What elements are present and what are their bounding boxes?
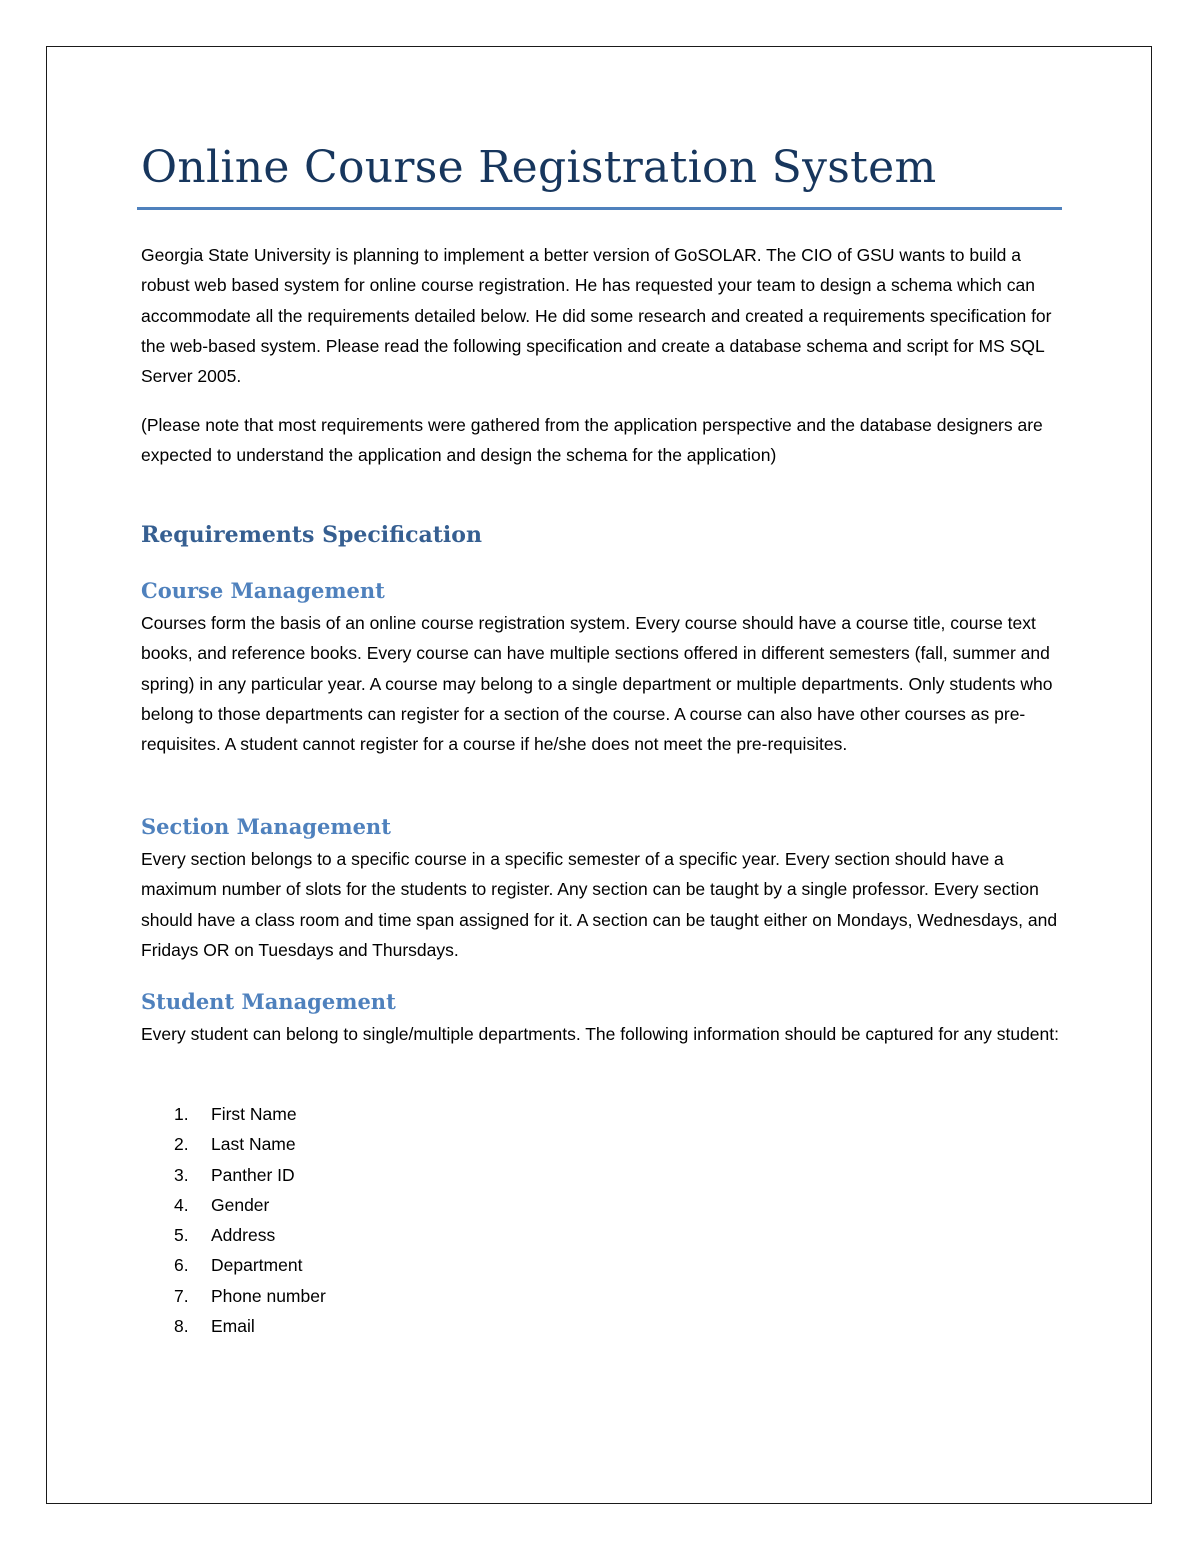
list-label: Panther ID [211, 1164, 295, 1185]
list-number: 5. [174, 1225, 189, 1246]
list-label: Department [211, 1255, 303, 1276]
list-number: 7. [174, 1285, 189, 1306]
list-number: 6. [174, 1255, 189, 1276]
list-label: Address [211, 1225, 276, 1246]
list-number: 3. [174, 1164, 189, 1185]
list-item [141, 1190, 326, 1220]
list-number: 4. [174, 1194, 189, 1215]
course-management-heading: Course Management [141, 578, 385, 603]
note-paragraph: (Please note that most requirements were gathered from the application perspective and the database designers are expected to understand the application and design the schema for the application) [141, 415, 1043, 466]
course-management-text: Courses form the basis of an online course registration system. Every course should have a course title, course text books, and reference books. Every course can have multiple sections offered in different semesters (fall, summer and spring) in any particular year. A course may belong to a single department or multiple departments. Only students who belong to those departments can register for a section of the course. A course can also have other courses as pre-requisites. A student cannot register for a course if he/she does not meet the pre-requisites. [141, 613, 1053, 755]
list-item [141, 1220, 326, 1250]
document-title: Online Course Registration System [141, 142, 937, 193]
list-item [141, 1250, 326, 1280]
list-label: Gender [211, 1194, 270, 1215]
section-management-heading: Section Management [141, 814, 391, 839]
list-label: Phone number [211, 1285, 326, 1306]
list-label: Email [211, 1316, 255, 1337]
section-management-text: Every section belongs to a specific course in a specific semester of a specific year. Every section should have a maximum number of slots for the students to register. Any section can be taught by a single professor. Every section should have a class room and time span assigned for it. A section can be taught either on Mondays, Wednesdays, and Fridays OR on Tuesdays and Thursdays. [141, 849, 1058, 960]
student-management-heading: Student Management [141, 989, 396, 1014]
list-label: First Name [211, 1104, 297, 1124]
title-underline [137, 207, 1062, 210]
list-item [141, 1311, 326, 1341]
list-label: Last Name [211, 1134, 296, 1155]
list-item [141, 1281, 326, 1311]
list-number: 2. [174, 1134, 189, 1155]
requirements-heading: Requirements Specification [141, 522, 482, 548]
list-item [141, 1099, 326, 1129]
list-item [141, 1160, 326, 1190]
list-item [141, 1129, 326, 1159]
student-management-text: Every student can belong to single/multiple departments. The following information should be captured for any student: [141, 1024, 1059, 1044]
list-number: 8. [174, 1316, 189, 1337]
intro-paragraph: Georgia State University is planning to implement a better version of GoSOLAR. The CIO of GSU wants to build a robust web based system for online course registration. He has requested your team to design a schema which can accommodate all the requirements detailed below. He did some research and created a requirements specification for the web-based system. Please read the following specification and create a database schema and script for MS SQL Server 2005. [141, 245, 1052, 387]
list-number: 1. [174, 1104, 189, 1124]
student-fields-list [141, 1099, 326, 1341]
